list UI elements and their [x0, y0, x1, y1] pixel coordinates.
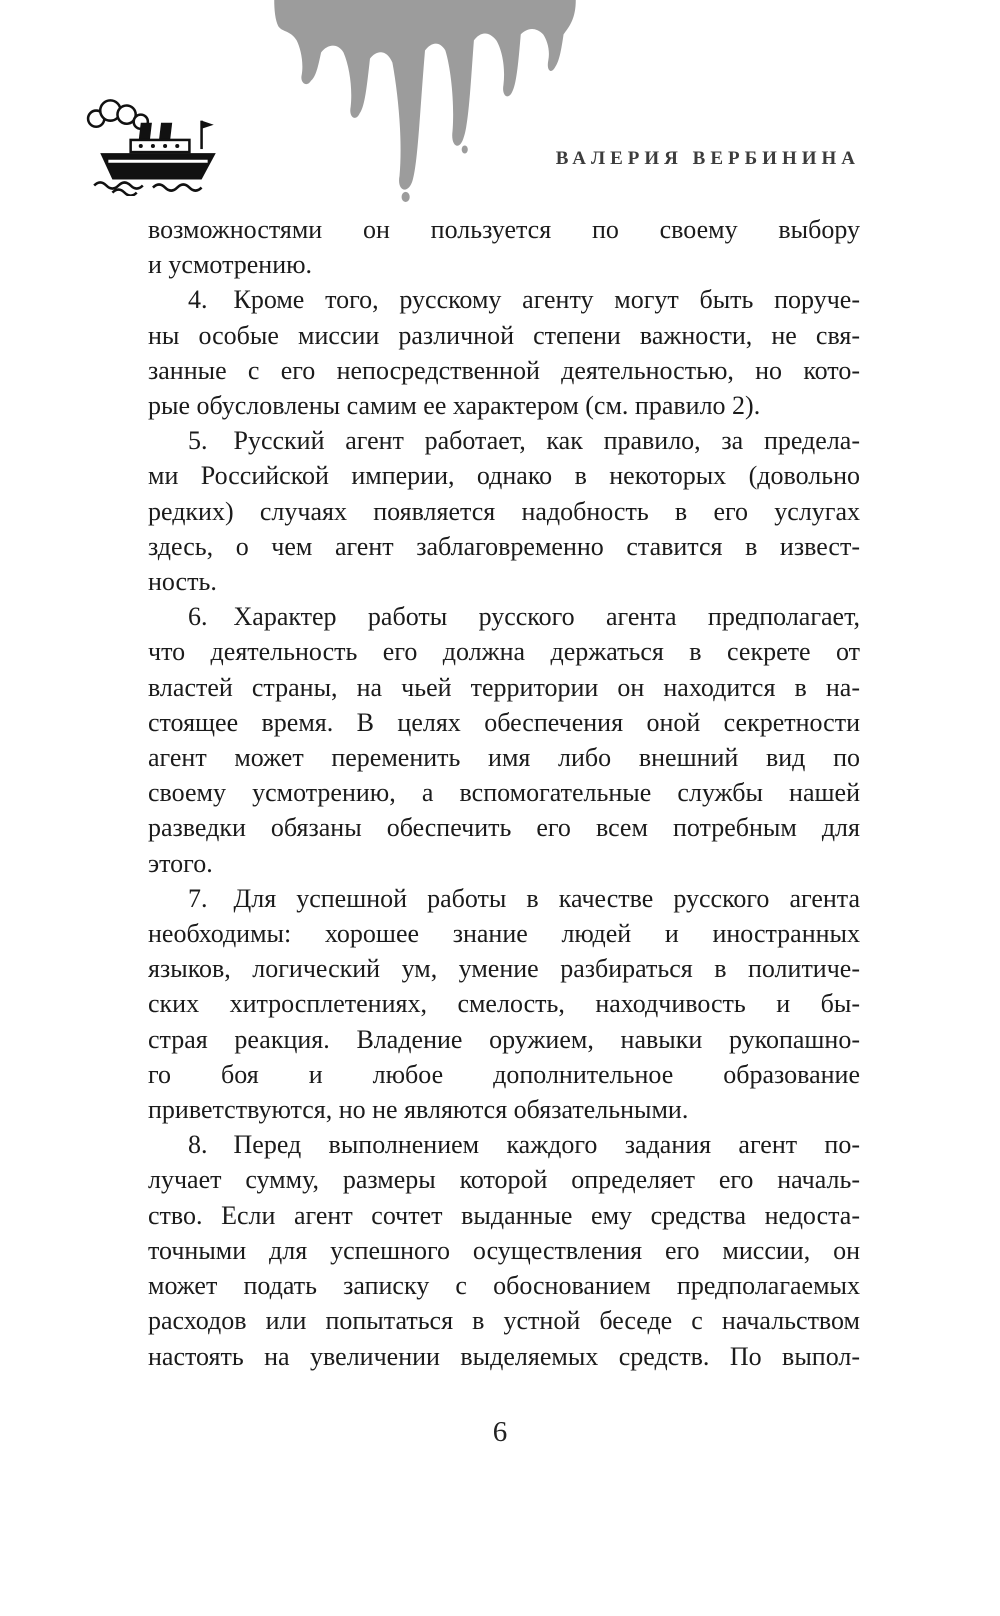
text-line: настоять на увеличении выделяемых средств. По выпол-	[148, 1341, 860, 1371]
text-line: разведки обязаны обеспечить его всем потребным для	[148, 813, 860, 843]
steamship-icon	[82, 94, 234, 196]
text-line: ны особые миссии различной степени важности, не свя-	[148, 320, 860, 350]
paragraph	[148, 1127, 860, 1373]
text-line: 7. Для успешной работы в качестве русского агента	[188, 883, 860, 913]
paragraph	[148, 881, 860, 1127]
text-line: страя реакция. Владение оружием, навыки рукопашно-	[148, 1024, 860, 1054]
text-line: агент может переменить имя либо внешний вид по	[148, 743, 860, 773]
body-text	[148, 212, 860, 1374]
text-line: что деятельность его должна держаться в секрете от	[148, 637, 860, 667]
text-line: 4. Кроме того, русскому агенту могут быть поруче-	[188, 285, 860, 315]
text-line: лучает сумму, размеры которой определяет его началь-	[148, 1165, 860, 1195]
paragraph	[148, 282, 860, 423]
author-name: ВАЛЕРИЯ ВЕРБИНИНА	[555, 148, 860, 169]
text-line: приветствуются, но не являются обязательными.	[148, 1095, 689, 1125]
text-line: расходов или попытаться в устной беседе с начальством	[148, 1306, 860, 1336]
text-line: 6. Характер работы русского агента предполагает,	[188, 602, 860, 632]
text-line: точными для успешного осуществления его миссии, он	[148, 1235, 860, 1265]
text-line: здесь, о чем агент заблаговременно ставится в извест-	[148, 531, 860, 561]
text-line: стоящее время. В целях обеспечения оной секретности	[148, 707, 860, 737]
text-line: языков, логический ум, умение разбираться в политиче-	[148, 954, 860, 984]
page-number: 6	[492, 1416, 508, 1448]
text-line: занные с его непосредственной деятельностью, но кото-	[148, 355, 860, 385]
text-line: властей страны, на чьей территории он находится в на-	[148, 672, 860, 702]
text-line: ность.	[148, 567, 217, 597]
text-line: ми Российской империи, однако в некоторых (довольно	[148, 461, 860, 491]
text-line: рые обусловлены самим ее характером (см. правило 2).	[148, 391, 761, 421]
paragraph	[148, 423, 860, 599]
text-line: ских хитросплетениях, смелость, находчивость и бы-	[148, 989, 860, 1019]
text-line: может подать записку с обоснованием предполагаемых	[148, 1271, 860, 1301]
text-line: го боя и любое дополнительное образование	[148, 1059, 860, 1089]
text-line: и усмотрению.	[148, 250, 313, 280]
text-line: ство. Если агент сочтет выданные ему средства недоста-	[148, 1200, 860, 1230]
paragraph	[148, 212, 860, 282]
text-line: 8. Перед выполнением каждого задания агент по-	[188, 1130, 860, 1160]
text-line: своему усмотрению, а вспомогательные службы нашей	[148, 778, 860, 808]
text-line: этого.	[148, 848, 213, 878]
text-line: 5. Русский агент работает, как правило, за предела-	[188, 426, 860, 456]
text-line: необходимы: хорошее знание людей и иностранных	[148, 919, 860, 949]
paragraph	[148, 599, 860, 881]
text-line: возможностями он пользуется по своему выбору	[148, 215, 860, 244]
ink-drip-ornament	[262, 0, 588, 202]
text-line: редких) случаях появляется надобность в его услугах	[148, 496, 860, 526]
